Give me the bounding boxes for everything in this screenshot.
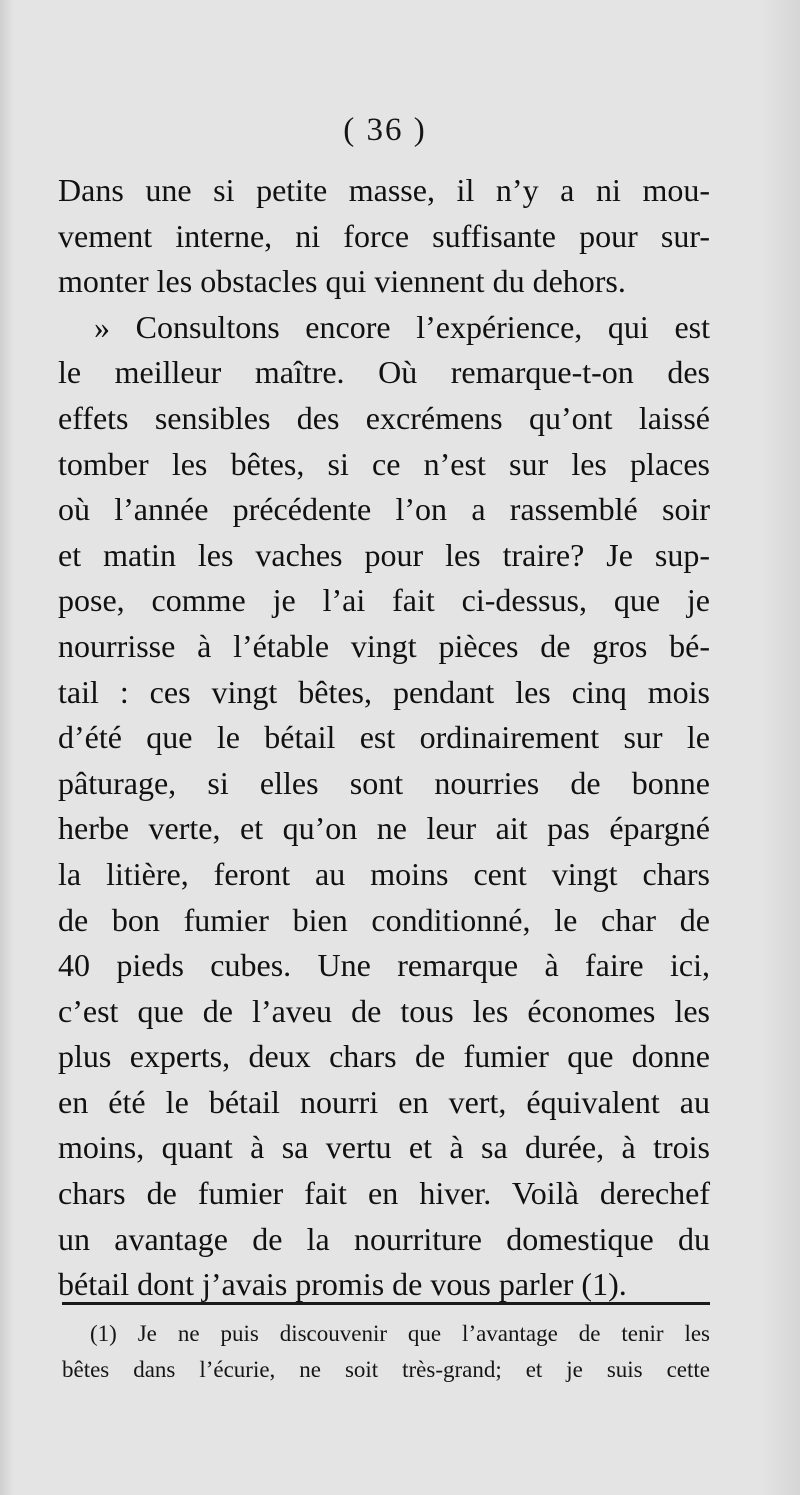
footnote-separator-rule (62, 1302, 710, 1305)
text-line: » Consultons encore l’expérience, qui est (94, 308, 710, 345)
page-edge-shadow-left (0, 0, 14, 1495)
text-line: pâturage, si elles sont nourries de bonne (58, 764, 710, 801)
page-edge-shadow-right (760, 0, 800, 1495)
text-line: chars de fumier fait en hiver. Voilà derechef (58, 1175, 710, 1212)
text-line: herbe verte, et qu’on ne leur ait pas épargné (58, 810, 710, 847)
text-line: la litière, feront au moins cent vingt chars (58, 855, 710, 892)
text-line: et matin les vaches pour les traire? Je sup- (58, 536, 710, 573)
text-line: tail : ces vingt bêtes, pendant les cinq mois (58, 673, 710, 710)
text-line: bétail dont j’avais promis de vous parler (1). (58, 1266, 627, 1303)
text-line: pose, comme je l’ai fait ci-dessus, que je (58, 582, 710, 619)
text-line: 40 pieds cubes. Une remarque à faire ici, (58, 947, 710, 984)
text-line: un avantage de la nourriture domestique du (58, 1220, 710, 1257)
text-line: nourrisse à l’étable vingt pièces de gros bé- (58, 627, 710, 664)
page-number: ( 36 ) (343, 112, 427, 148)
footnote (62, 1316, 710, 1388)
footnote-line: bêtes dans l’écurie, ne soit très-grand; et je suis cette (62, 1357, 710, 1382)
text-line: plus experts, deux chars de fumier que donne (58, 1038, 710, 1075)
text-line: vement interne, ni force suffisante pour sur- (58, 217, 710, 254)
text-line: Dans une si petite masse, il n’y a ni mou- (58, 172, 710, 208)
text-line: en été le bétail nourri en vert, équivalent au (58, 1083, 710, 1120)
text-line: moins, quant à sa vertu et à sa durée, à trois (58, 1129, 710, 1166)
body-text (58, 168, 710, 1308)
text-line: de bon fumier bien conditionné, le char de (58, 901, 710, 938)
text-line: effets sensibles des excrémens qu’ont laissé (58, 399, 710, 436)
text-line: le meilleur maître. Où remarque-t-on des (58, 354, 710, 391)
footnote-line: (1) Je ne puis discouvenir que l’avantage de tenir les (90, 1321, 710, 1346)
text-line: d’été que le bétail est ordinairement sur le (58, 719, 710, 756)
text-line: c’est que de l’aveu de tous les économes les (58, 992, 710, 1029)
text-line: où l’année précédente l’on a rassemblé soir (58, 491, 710, 528)
text-line: tomber les bêtes, si ce n’est sur les places (58, 445, 710, 482)
text-line: monter les obstacles qui viennent du dehors. (58, 263, 626, 300)
